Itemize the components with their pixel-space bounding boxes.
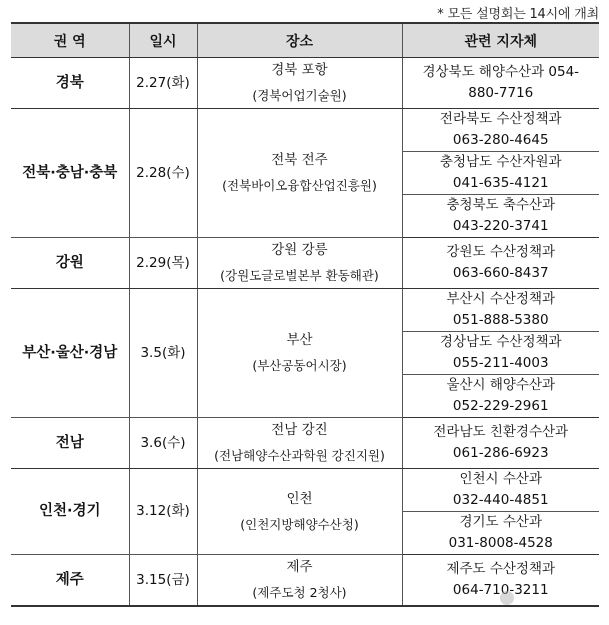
table-row [11,469,599,512]
related-office-cell [402,418,599,469]
venue-cell [197,555,402,607]
venue-cell [197,418,402,469]
venue-name: 제주 [286,559,313,575]
office-name: 충청남도 수산자원과 [439,154,562,170]
office-name: 울산시 해양수산과 [446,377,556,393]
table-header-row [11,23,599,58]
date-cell: 3.12(화) [129,469,197,555]
office-phone: 880-7716 [468,85,534,101]
date-cell: 3.15(금) [129,555,197,607]
office-name: 경상남도 수산정책과 [439,334,562,350]
venue-detail: (전북바이오융합산업진흥원) [222,178,377,193]
region-cell: 인천·경기 [11,469,129,555]
office-name: 부산시 수산정책과 [446,291,556,307]
region-cell: 전남 [11,418,129,469]
venue-detail: (인천지방해양수산청) [240,516,359,532]
venue-name: 부산 [286,332,313,348]
header-venue: 장소 [197,23,402,58]
region-cell: 제주 [11,555,129,607]
table-row [11,555,599,607]
date-cell: 3.6(수) [129,418,197,469]
region-cell: 전북·충남·충북 [11,109,129,238]
office-phone: 061-286-6923 [452,445,549,461]
venue-cell [197,469,402,555]
office-phone: 055-211-4003 [452,355,549,371]
venue-name: 강원 강릉 [271,242,328,258]
office-phone: 043-220-3741 [452,218,549,234]
venue-detail: (강원도글로벌본부 환동해관) [220,268,379,283]
related-office-cell [402,58,599,109]
related-office-cell [402,152,599,195]
office-name: 인천시 수산과 [459,471,543,487]
region-cell: 경북 [11,58,129,109]
venue-name: 전북 전주 [271,152,328,168]
related-office-cell [402,555,599,607]
office-phone: 064-710-3211 [452,582,549,598]
table-row [11,58,599,109]
header-date: 일시 [129,23,197,58]
office-phone: 041-635-4121 [452,175,549,191]
related-office-cell [402,109,599,152]
venue-cell [197,58,402,109]
office-name: 강원도 수산정책과 [446,244,556,260]
venue-name: 인천 [286,490,313,507]
related-office-cell [402,375,599,418]
venue-detail: (제주도청 2청사) [252,585,347,600]
region-cell: 부산·울산·경남 [11,289,129,418]
office-phone: 031-8008-4528 [448,535,553,551]
venue-cell [197,238,402,289]
table-row [11,418,599,469]
office-name: 경기도 수산과 [459,514,543,530]
office-phone: 052-229-2961 [452,398,549,414]
schedule-note: * 모든 설명회는 14시에 개최 [437,7,599,22]
venue-detail: (전남해양수산과학원 강진지원) [214,448,385,463]
related-office-cell [402,289,599,332]
venue-name: 경북 포항 [271,62,328,78]
venue-detail: (부산공동어시장) [252,358,347,373]
date-cell: 3.5(화) [129,289,197,418]
date-cell: 2.27(화) [129,58,197,109]
table-row [11,109,599,152]
office-phone: 032-440-4851 [452,492,549,508]
related-office-cell [402,332,599,375]
date-cell: 2.29(목) [129,238,197,289]
related-office-cell [402,195,599,238]
date-cell: 2.28(수) [129,109,197,238]
office-phone: 063-660-8437 [452,265,549,281]
office-name: 전라남도 친환경수산과 [433,424,569,440]
related-office-cell [402,512,599,555]
venue-cell [197,109,402,238]
office-phone: 051-888-5380 [452,312,549,328]
table-body [11,58,599,607]
venue-detail: (경북어업기술원) [252,88,347,103]
related-office-cell [402,469,599,512]
table-row [11,289,599,332]
region-cell: 강원 [11,238,129,289]
header-region: 권 역 [11,23,129,58]
table-row [11,238,599,289]
office-name: 제주도 수산정책과 [446,561,556,577]
related-office-cell [402,238,599,289]
header-related-office: 관련 지자체 [402,23,599,58]
office-name: 전라북도 수산정책과 [439,111,562,127]
venue-name: 전남 강진 [271,422,328,438]
office-name: 경상북도 해양수산과 054- [422,64,580,80]
venue-cell [197,289,402,418]
office-name: 충청북도 축수산과 [446,197,556,213]
office-phone: 063-280-4645 [452,132,549,148]
briefing-schedule-table [11,22,599,607]
